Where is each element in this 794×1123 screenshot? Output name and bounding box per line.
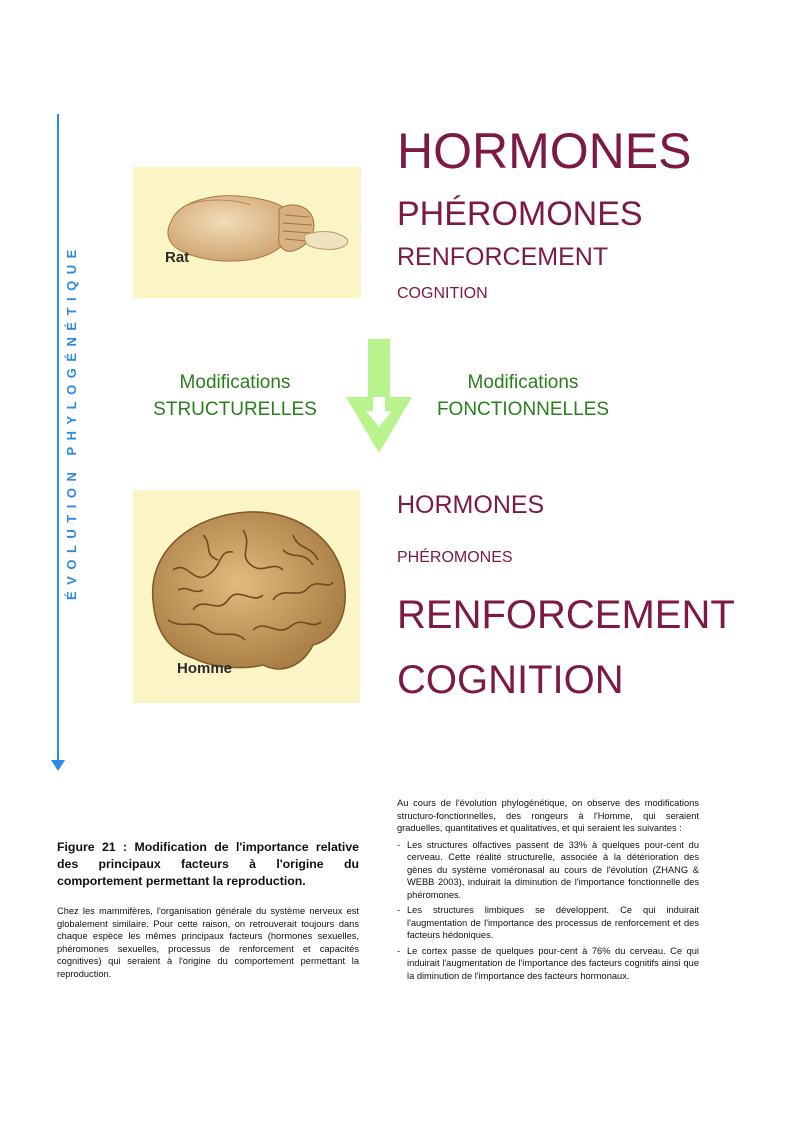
evolution-axis-label: ÉVOLUTION PHYLOGÉNÉTIQUE [64,243,79,600]
down-arrow-icon [346,339,412,453]
functional-modifications-line2: FONCTIONNELLES [436,399,610,420]
evolution-axis-line [57,114,59,766]
rat-factor-hormones: HORMONES [397,123,692,179]
explanation-list [397,839,699,983]
rat-label: Rat [165,249,190,266]
human-factor-cognition: COGNITION [397,658,624,702]
structural-modifications-line2: STRUCTURELLES [153,399,317,420]
rat-brain-illustration [133,167,361,298]
evolution-axis-arrowhead [51,760,65,771]
human-brain-illustration [133,490,360,703]
explanation-intro: Au cours de l'évolution phylogénétique, on observe des modifications structuro-fonctionnelles, des rongeurs à l'Homme, qui seraient graduelles, quantitatives et qualitatives, et qui seraient les suivantes : [397,798,699,833]
human-label: Homme [177,660,233,677]
structural-modifications-line1: Modifications [179,372,291,393]
human-brain-panel [133,490,360,703]
figure-caption-text: Chez les mammifères, l'organisation générale du système nerveux est globalement similaire. Pour cette raison, on retrouverait toujours dans chaque espèce les mêmes principaux facteurs (hormones sexuelles, phéromones sexuelles, processus de renforcement et capacités cognitives) qui seraient à l'origine du comportement permettant la reproduction. [57,906,359,979]
rat-factor-renforcement: RENFORCEMENT [397,243,609,271]
human-factor-renforcement: RENFORCEMENT [397,593,735,637]
human-factor-pheromones: PHÉROMONES [397,549,513,566]
evolution-explanation [397,797,699,985]
human-factor-hormones: HORMONES [397,491,545,519]
explanation-item: - Les structures limbiques se développent. Ce qui induirait l'augmentation de l'importance des processus de renforcement et des facteurs hédoniques. [397,904,699,942]
explanation-item: - Le cortex passe de quelques pour-cent à 76% du cerveau. Ce qui induirait l'augmentation de l'importance des facteurs cognitifs ainsi que la diminution de l'importance des facteurs hormonaux. [397,945,699,983]
structural-modifications [130,369,340,423]
functional-modifications [420,369,626,423]
functional-modifications-line1: Modifications [467,372,579,393]
rat-brain-panel [133,167,361,298]
rat-factor-cognition: COGNITION [397,285,488,302]
figure-caption-title: Figure 21 : Modification de l'importance relative des principaux facteurs à l'origine du comportement permettant la reproduction. [57,840,359,888]
explanation-item: - Les structures olfactives passent de 33% à quelques pour-cent du cerveau. Cette réalité structurelle, associée à la détérioration des gènes du système voméronasal au cours de l'évolution (ZHANG & WEBB 2003), induirait la diminution de l'importance fonctionnelle des phéromones. [397,839,699,902]
rat-factor-pheromones: PHÉROMONES [397,195,643,233]
